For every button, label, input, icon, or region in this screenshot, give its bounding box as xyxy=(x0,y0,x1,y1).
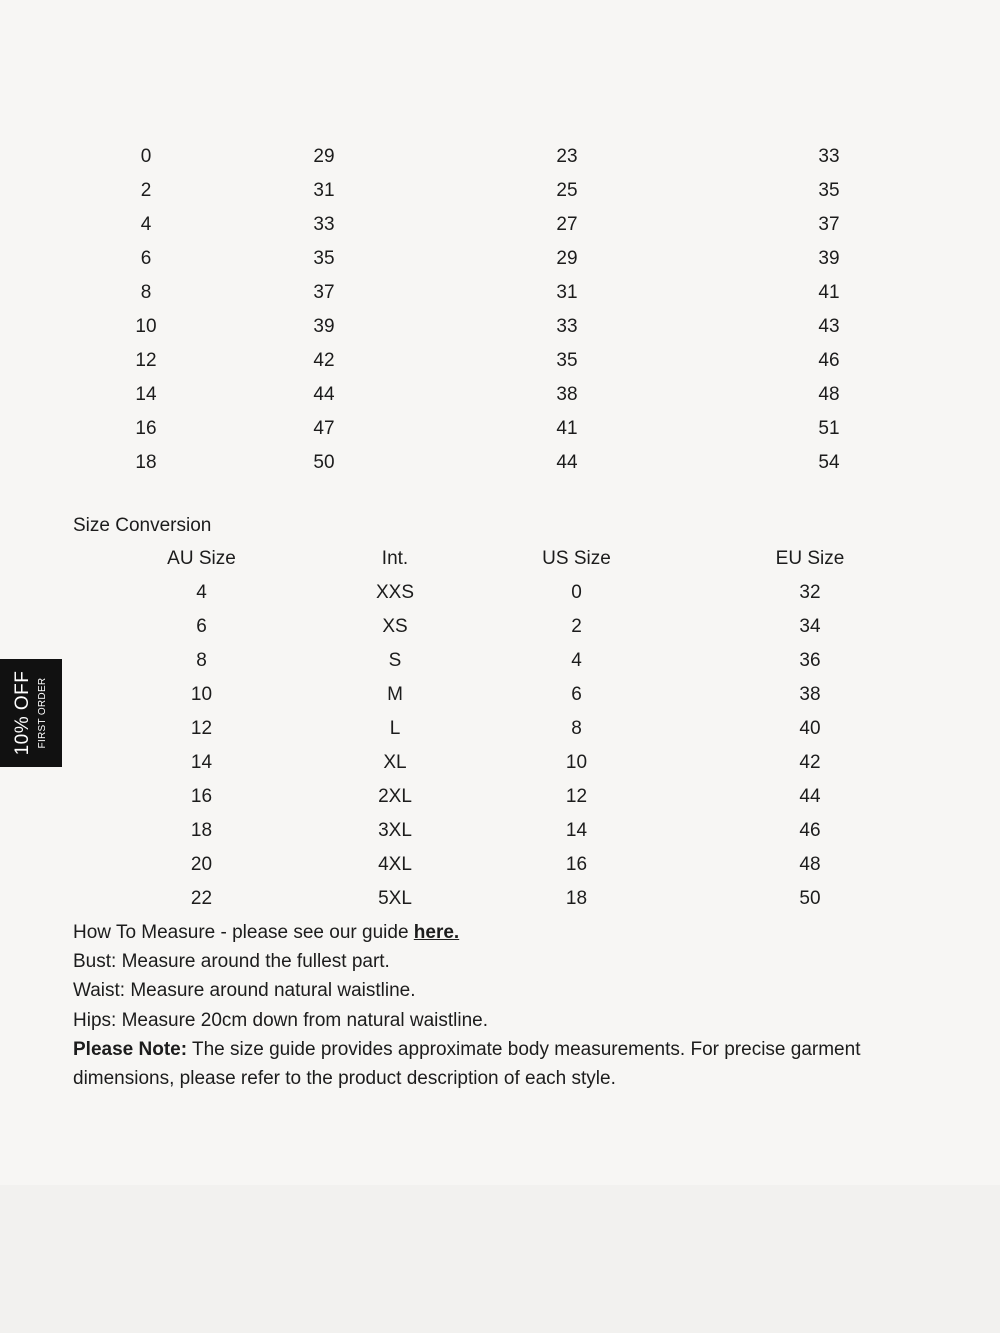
measurement-value-cell: 46 xyxy=(818,350,840,371)
measurement-value-cell: 37 xyxy=(313,282,335,303)
measurement-value-cell: 38 xyxy=(556,384,578,405)
int-size-cell: 5XL xyxy=(378,888,412,909)
measurement-value-cell: 29 xyxy=(313,146,335,167)
size-conversion-title: Size Conversion xyxy=(73,515,212,536)
measurement-row xyxy=(60,310,940,344)
measurement-size-cell: 12 xyxy=(135,350,157,371)
hips-note: Hips: Measure 20cm down from natural waistline. xyxy=(73,1009,489,1031)
au-size-cell: 20 xyxy=(190,854,213,875)
au-size-cell: 16 xyxy=(190,786,213,807)
please-note-label: Please Note: xyxy=(73,1038,188,1060)
int-size-cell: XS xyxy=(382,616,408,637)
size-conversion-row xyxy=(73,848,927,882)
measurement-value-cell: 33 xyxy=(556,316,578,337)
eu-size-cell: 44 xyxy=(799,786,821,807)
measurement-value-cell: 50 xyxy=(313,452,335,473)
measurement-value-cell: 41 xyxy=(818,282,840,303)
measurement-size-cell: 4 xyxy=(140,214,152,235)
measurement-value-cell: 44 xyxy=(556,452,578,473)
please-note-text: The size guide provides approximate body measurements. For precise garment dimensions, please refer to the product description of each style. xyxy=(73,1038,861,1090)
size-conversion-table-body xyxy=(73,576,927,916)
discount-promo-label: FIRST ORDER xyxy=(37,677,48,749)
int-size-cell: 3XL xyxy=(378,820,412,841)
measurement-value-cell: 54 xyxy=(818,452,840,473)
measurement-size-cell: 16 xyxy=(135,418,157,439)
au-size-cell: 22 xyxy=(190,888,213,909)
please-note xyxy=(73,1035,913,1093)
us-size-cell: 14 xyxy=(565,820,588,841)
us-size-cell: 18 xyxy=(565,888,588,909)
us-size-cell: 10 xyxy=(565,752,588,773)
header-eu-size: EU Size xyxy=(775,548,845,569)
discount-promo-amount: 10% OFF xyxy=(12,670,33,756)
measurement-size-cell: 18 xyxy=(135,452,157,473)
header-us-size: US Size xyxy=(542,548,611,569)
measurement-value-cell: 27 xyxy=(556,214,578,235)
us-size-cell: 0 xyxy=(571,582,582,603)
size-conversion-table xyxy=(73,542,927,916)
measurement-size-cell: 6 xyxy=(140,248,152,269)
measurement-row xyxy=(60,242,940,276)
measurement-size-cell: 10 xyxy=(135,316,157,337)
measurement-table xyxy=(60,140,940,480)
measurement-size-cell: 14 xyxy=(135,384,157,405)
measurement-value-cell: 35 xyxy=(818,180,840,201)
size-conversion-row xyxy=(73,576,927,610)
us-size-cell: 4 xyxy=(571,650,582,671)
measurement-row xyxy=(60,446,940,480)
waist-note: Waist: Measure around natural waistline. xyxy=(73,980,416,1002)
discount-promo-tab[interactable] xyxy=(0,659,62,767)
measurement-value-cell: 41 xyxy=(556,418,578,439)
measurement-value-cell: 33 xyxy=(313,214,335,235)
us-size-cell: 6 xyxy=(571,684,582,705)
measurement-row xyxy=(60,276,940,310)
us-size-cell: 12 xyxy=(565,786,588,807)
measurement-value-cell: 31 xyxy=(313,180,335,201)
measurement-value-cell: 35 xyxy=(556,350,578,371)
size-conversion-header-row xyxy=(73,542,927,576)
au-size-cell: 12 xyxy=(190,718,213,739)
measurement-value-cell: 43 xyxy=(818,316,840,337)
int-size-cell: 4XL xyxy=(378,854,412,875)
measuring-notes xyxy=(73,918,913,1093)
measurement-value-cell: 39 xyxy=(313,316,335,337)
measurement-value-cell: 35 xyxy=(313,248,335,269)
size-conversion-row xyxy=(73,780,927,814)
measurement-value-cell: 33 xyxy=(818,146,840,167)
eu-size-cell: 42 xyxy=(799,752,821,773)
eu-size-cell: 50 xyxy=(799,888,821,909)
measurement-value-cell: 23 xyxy=(556,146,578,167)
size-conversion-row xyxy=(73,814,927,848)
size-conversion-row xyxy=(73,644,927,678)
discount-promo-content xyxy=(0,659,62,767)
us-size-cell: 8 xyxy=(571,718,582,739)
measurement-row xyxy=(60,412,940,446)
size-conversion-row xyxy=(73,678,927,712)
how-to-measure-line xyxy=(73,918,913,947)
measurement-value-cell: 25 xyxy=(556,180,578,201)
eu-size-cell: 48 xyxy=(799,854,821,875)
int-size-cell: XXS xyxy=(375,582,415,603)
header-au-size: AU Size xyxy=(167,548,236,569)
measurement-value-cell: 29 xyxy=(556,248,578,269)
int-size-cell: M xyxy=(387,684,403,705)
int-size-cell: S xyxy=(388,650,402,671)
eu-size-cell: 46 xyxy=(799,820,821,841)
how-to-measure-text: How To Measure - please see our guide xyxy=(73,922,414,943)
au-size-cell: 4 xyxy=(196,582,207,603)
size-conversion-row xyxy=(73,746,927,780)
header-int-size: Int. xyxy=(381,548,409,569)
int-size-cell: L xyxy=(389,718,401,739)
us-size-cell: 16 xyxy=(565,854,588,875)
au-size-cell: 18 xyxy=(190,820,213,841)
int-size-cell: XL xyxy=(383,752,407,773)
bust-note: Bust: Measure around the fullest part. xyxy=(73,951,390,973)
eu-size-cell: 36 xyxy=(799,650,821,671)
measurement-size-cell: 8 xyxy=(140,282,152,303)
int-size-cell: 2XL xyxy=(378,786,412,807)
measurement-value-cell: 39 xyxy=(818,248,840,269)
au-size-cell: 14 xyxy=(190,752,213,773)
measurement-value-cell: 47 xyxy=(313,418,335,439)
measurement-row xyxy=(60,140,940,174)
eu-size-cell: 38 xyxy=(799,684,821,705)
page-background-band xyxy=(0,1185,1000,1333)
measurement-value-cell: 51 xyxy=(818,418,840,439)
au-size-cell: 10 xyxy=(190,684,213,705)
size-conversion-row xyxy=(73,610,927,644)
au-size-cell: 6 xyxy=(196,616,207,637)
measurement-row xyxy=(60,208,940,242)
size-conversion-row xyxy=(73,712,927,746)
au-size-cell: 8 xyxy=(196,650,207,671)
measurement-value-cell: 44 xyxy=(313,384,335,405)
measurement-value-cell: 37 xyxy=(818,214,840,235)
measurement-table-body xyxy=(60,140,940,480)
measurement-value-cell: 48 xyxy=(818,384,840,405)
measure-guide-link[interactable]: here. xyxy=(413,922,460,943)
measurement-row xyxy=(60,378,940,412)
measurement-size-cell: 2 xyxy=(140,180,152,201)
measurement-row xyxy=(60,344,940,378)
eu-size-cell: 40 xyxy=(799,718,821,739)
size-conversion-row xyxy=(73,882,927,916)
eu-size-cell: 34 xyxy=(799,616,821,637)
eu-size-cell: 32 xyxy=(799,582,821,603)
measurement-row xyxy=(60,174,940,208)
us-size-cell: 2 xyxy=(571,616,582,637)
measurement-value-cell: 42 xyxy=(313,350,335,371)
measurement-value-cell: 31 xyxy=(556,282,578,303)
measurement-size-cell: 0 xyxy=(140,146,152,167)
